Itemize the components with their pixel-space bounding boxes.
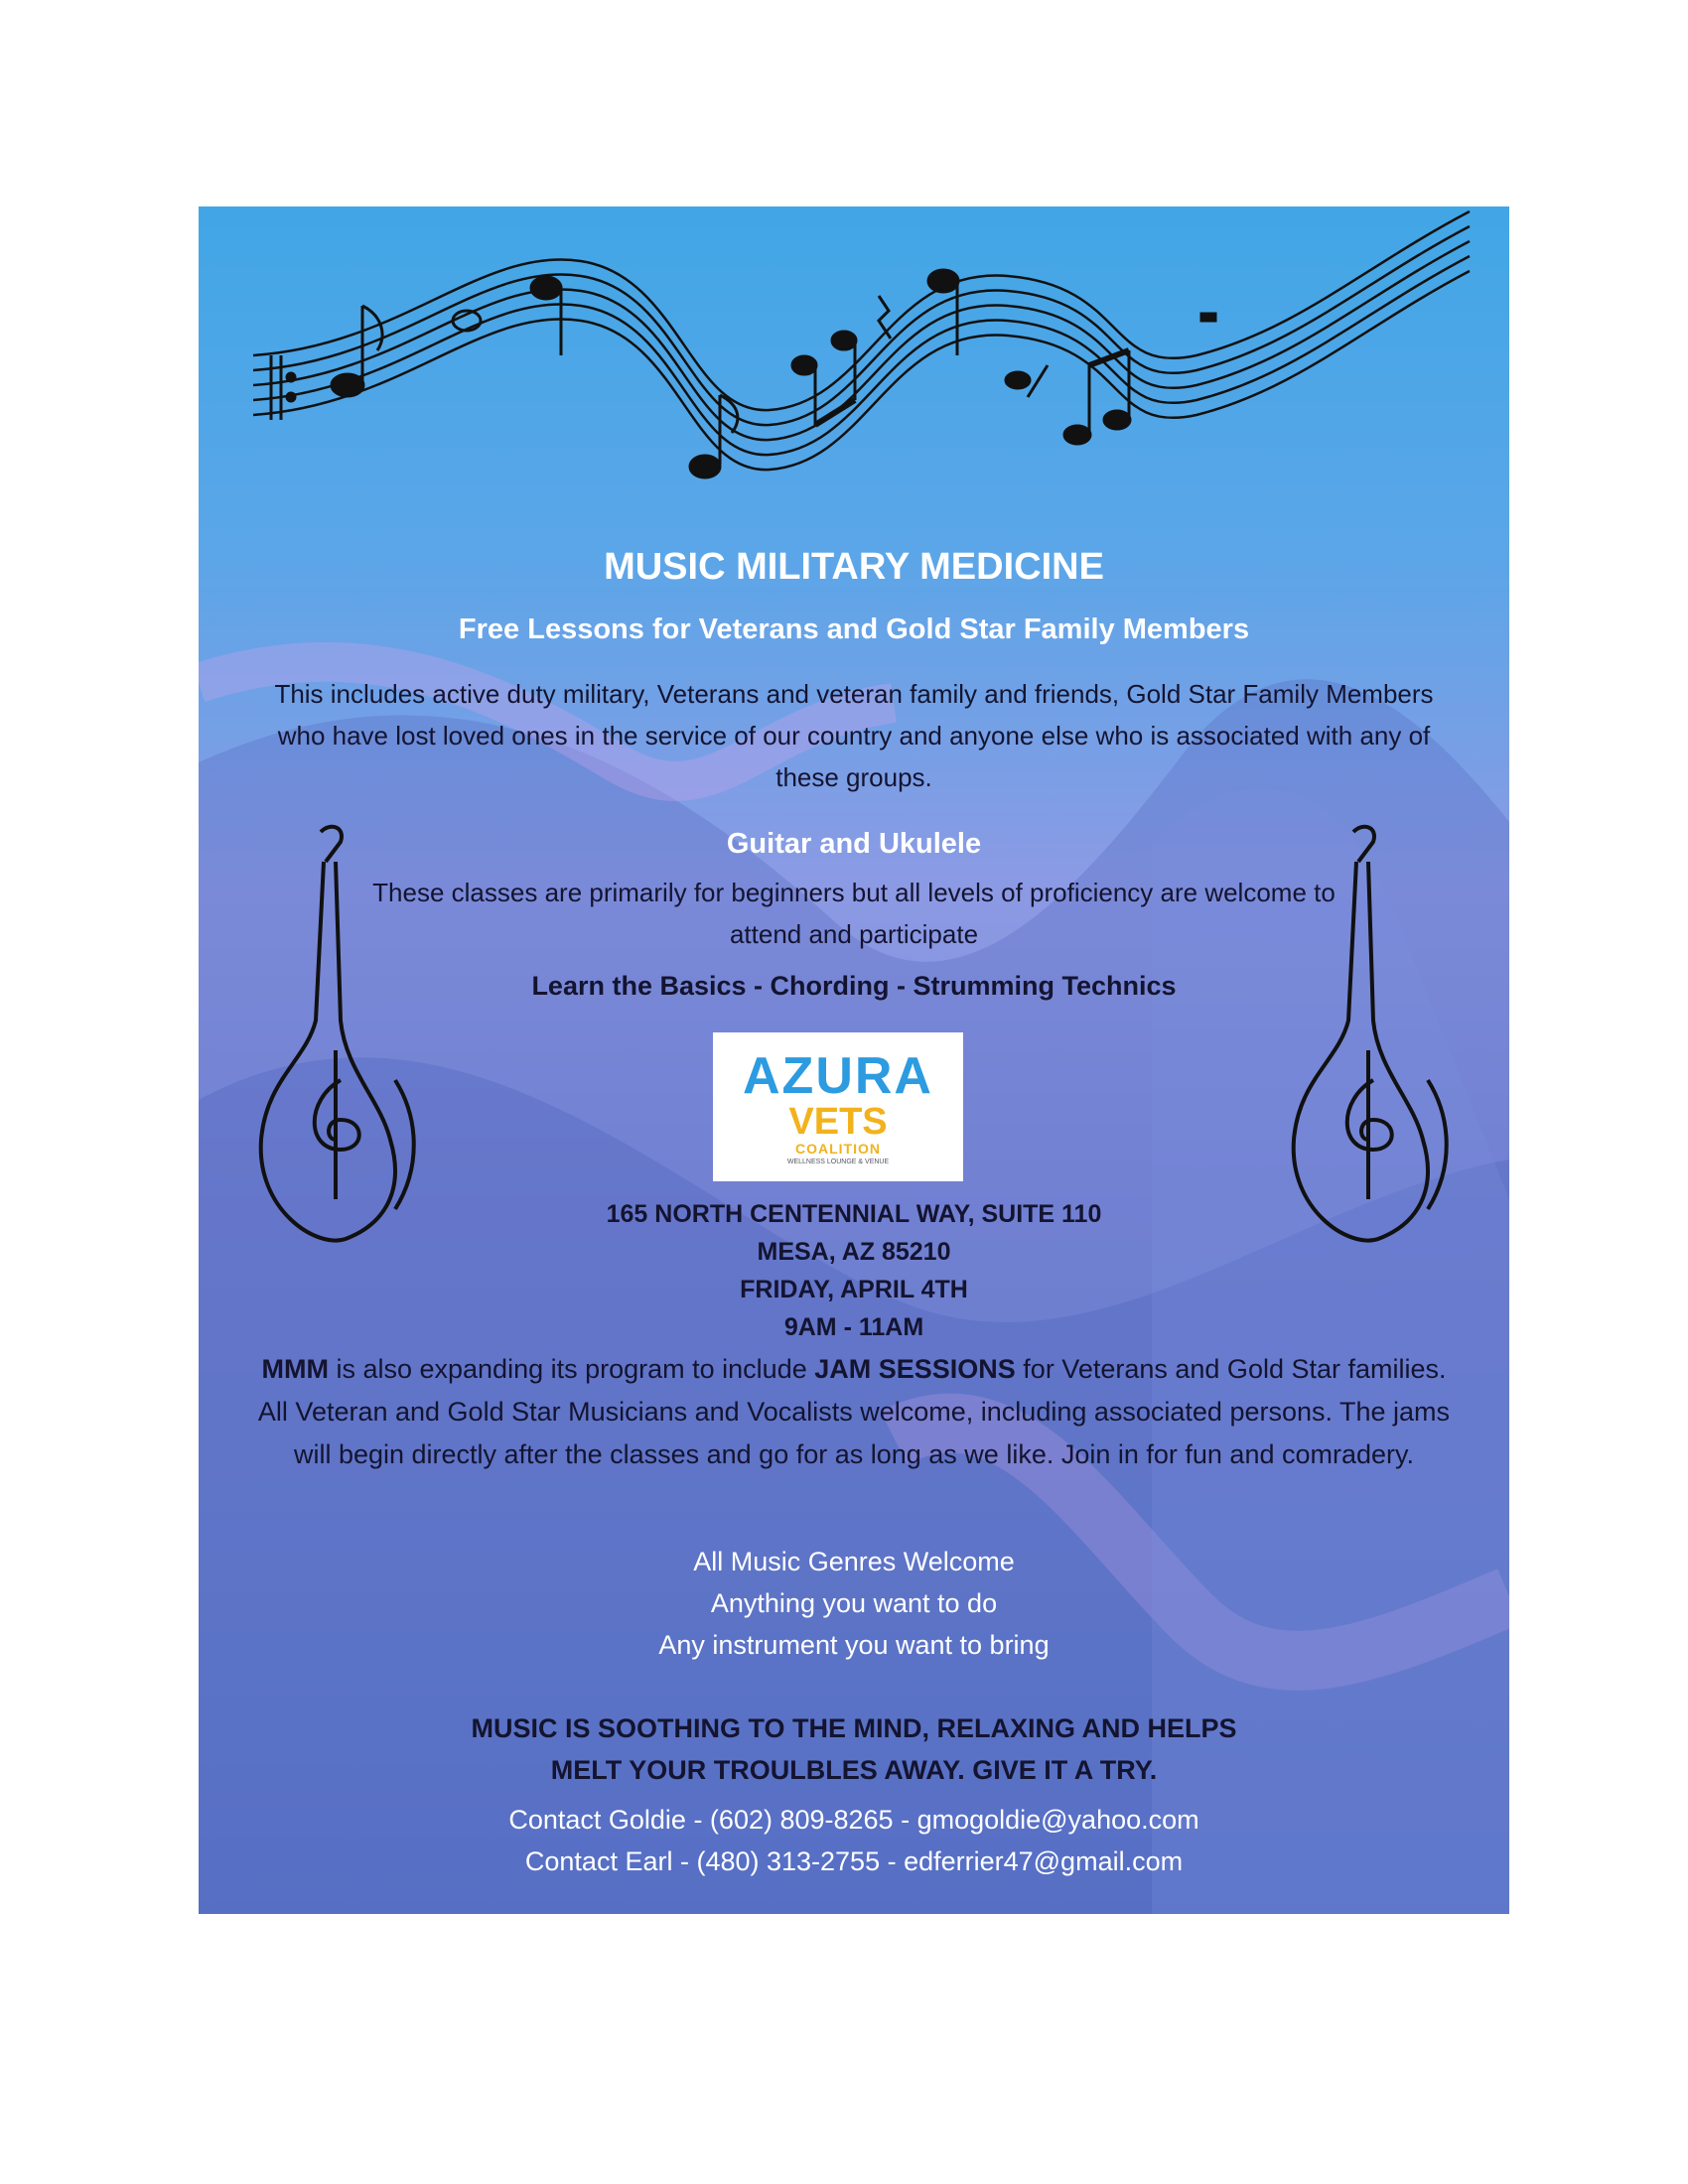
- jam-lead: MMM: [261, 1354, 329, 1384]
- event-date: FRIDAY, APRIL 4TH: [740, 1276, 968, 1303]
- jam-text-2: for Veterans and Gold Star families. All Veteran and Gold Star Musicians and Vocalists welcome, including associated persons. The jams will begin directly after the classes and go for as long as we like. Join in for fun and comradery.: [257, 1354, 1451, 1469]
- genre-line: All Music Genres Welcome: [693, 1547, 1015, 1576]
- logo-tagline: WELLNESS LOUNGE & VENUE: [786, 1158, 890, 1165]
- contact-earl: Contact Earl - (480) 313-2755 - edferrier47@gmail.com: [524, 1846, 1184, 1876]
- jam-sessions-paragraph: [248, 1348, 1460, 1476]
- subtitle: Free Lessons for Veterans and Gold Star Family Members: [458, 614, 1250, 645]
- motto-line: MUSIC IS SOOTHING TO THE MIND, RELAXING AND HELPS: [471, 1713, 1237, 1743]
- contacts: [199, 1799, 1509, 1882]
- jam-highlight: JAM SESSIONS: [814, 1354, 1016, 1384]
- azura-vets-logo: [713, 1032, 963, 1181]
- event-details: [199, 1195, 1509, 1346]
- genre-line: Any instrument you want to bring: [658, 1630, 1050, 1660]
- classes-paragraph: These classes are primarily for beginners but all levels of proficiency are welcome to attend and participate: [372, 878, 1336, 949]
- event-time: 9AM - 11AM: [783, 1313, 924, 1341]
- event-address: 165 NORTH CENTENNIAL WAY, SUITE 110: [606, 1200, 1102, 1228]
- page-title: MUSIC MILITARY MEDICINE: [604, 546, 1104, 588]
- logo-vets-text: VETS: [788, 1100, 888, 1143]
- genres-list: [199, 1541, 1509, 1666]
- event-city: MESA, AZ 85210: [757, 1238, 951, 1266]
- classes-topics: Learn the Basics - Chording - Strumming Technics: [531, 971, 1177, 1001]
- motto-line: MELT YOUR TROULBLES AWAY. GIVE IT A TRY.: [550, 1755, 1158, 1785]
- jam-text-1: is also expanding its program to include: [328, 1354, 815, 1384]
- logo-coalition-text: COALITION: [795, 1140, 881, 1157]
- classes-heading: Guitar and Ukulele: [726, 828, 982, 860]
- genre-line: Anything you want to do: [710, 1588, 998, 1618]
- music-staff-icon: [253, 206, 1475, 534]
- motto: [199, 1707, 1509, 1791]
- flyer: [199, 206, 1509, 1914]
- intro-paragraph: This includes active duty military, Veterans and veteran family and friends, Gold Star Family Members who have lost loved ones in the service of our country and anyone else who is associated with any of these groups.: [274, 679, 1434, 792]
- logo-azura-text: AZURA: [743, 1046, 933, 1105]
- contact-goldie: Contact Goldie - (602) 809-8265 - gmogoldie@yahoo.com: [508, 1805, 1199, 1835]
